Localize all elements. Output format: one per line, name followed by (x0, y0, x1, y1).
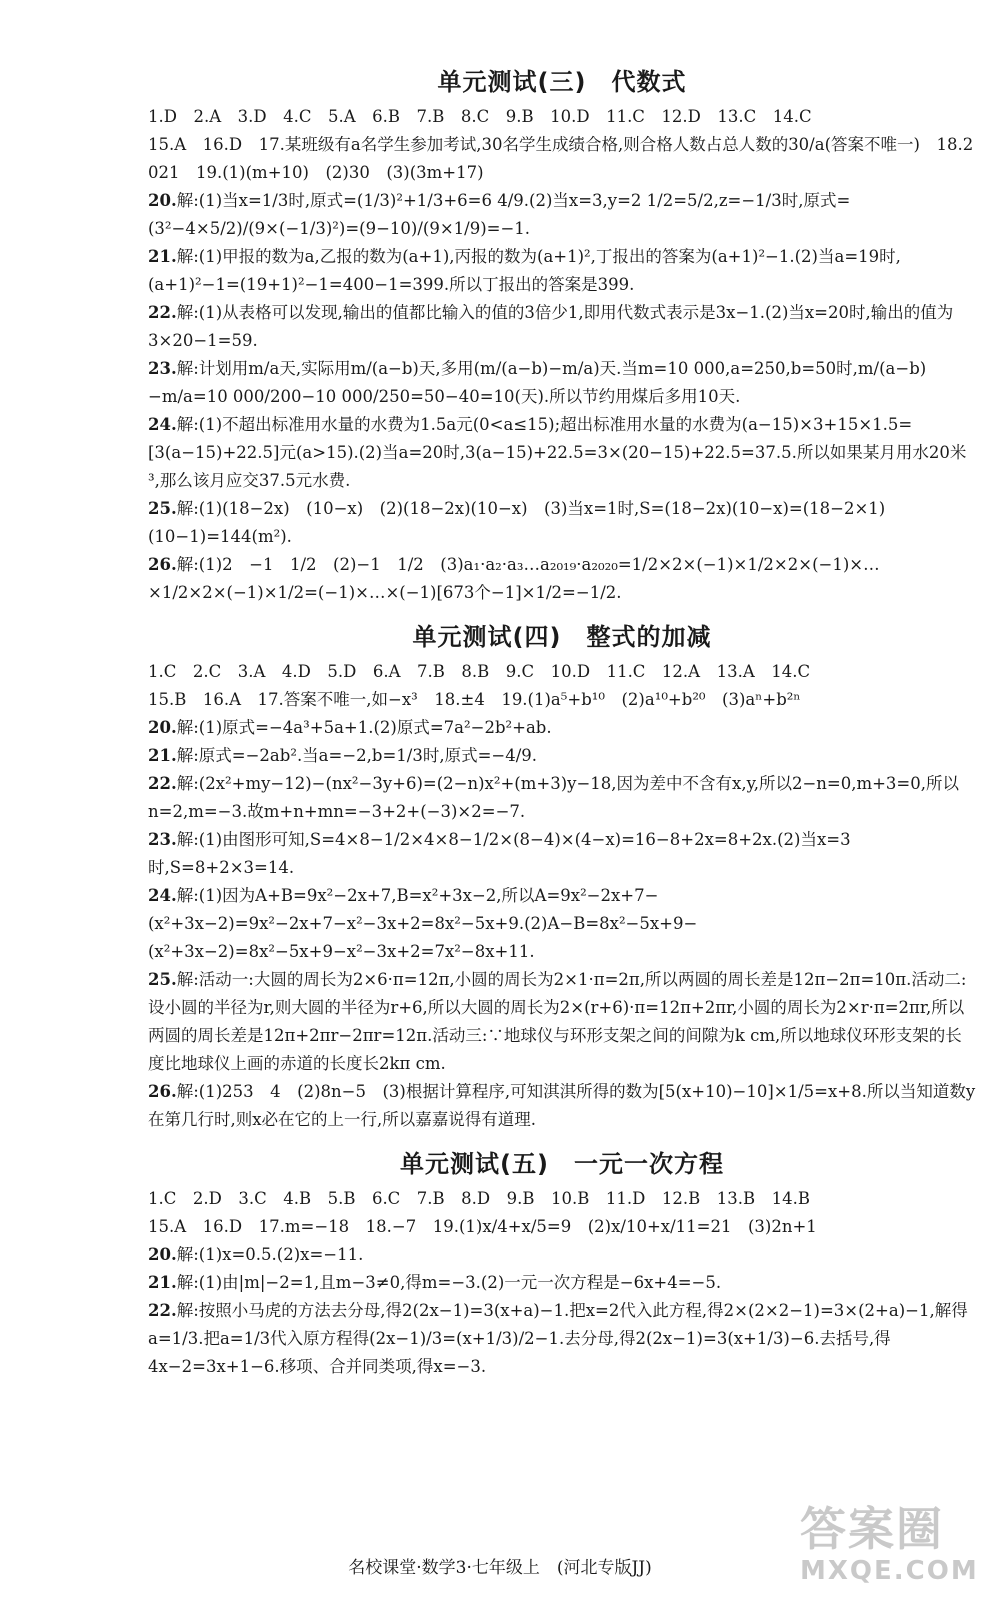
answer-number: 26. (148, 1082, 177, 1101)
answer-number: 23. (148, 359, 177, 378)
answer-number: 25. (148, 499, 177, 518)
page-footer: 名校课堂·数学3·七年级上 (河北专版JJ) (348, 1558, 652, 1578)
section-unit-3 (148, 62, 979, 607)
answer-number: 24. (148, 415, 177, 434)
answer-text: 解:活动一:大圆的周长为2×6·π=12π,小圆的周长为2×1·π=2π,所以两圆的周长差是12π−2π=10π.活动二:设小圆的半径为r,则大圆的半径为r+6,所以大圆的周长为2×(r+6)·π=12π+2πr,小圆的周长为2×r·π=2πr,所以两圆的周长差是12π+2πr−2πr=12π.活动三:∵地球仪与环形支架之间的间隙为k cm,所以地球仪环形支架的长度比地球仪上画的赤道的长度长2kπ cm. (148, 970, 967, 1073)
watermark-logo (800, 1502, 990, 1592)
answer-number: 25. (148, 970, 177, 989)
watermark-url: MXQE.COM (800, 1556, 979, 1586)
answer-number: 21. (148, 746, 177, 765)
section-unit-4 (148, 617, 976, 1134)
watermark-text: 答案圈 (800, 1502, 944, 1556)
answer-item (148, 882, 976, 966)
answer-number: 23. (148, 830, 177, 849)
answer-text: 解:(1)253 4 (2)8n−5 (3)根据计算程序,可知淇淇所得的数为[5(x+10)−10]×1/5=x+8.所以当知道数y在第几行时,则x必在它的上一行,所以嘉嘉说得有道理. (148, 1082, 976, 1129)
answer-item (148, 187, 976, 243)
answer-item (148, 742, 976, 770)
answer-number: 21. (148, 247, 177, 266)
answer-number: 24. (148, 886, 177, 905)
answer-text: 解:按照小马虎的方法去分母,得2(2x−1)=3(x+a)−1.把x=2代入此方程,得2×(2×2−1)=3×(2+a)−1,解得a=1/3.把a=1/3代入原方程得(2x−1)/3=(x+1/3)/2−1.去分母,得2(2x−1)=3(x+1/3)−6.去括号,得4x−2=3x+1−6.移项、合并同类项,得x=−3. (148, 1301, 968, 1376)
answer-item (148, 299, 976, 355)
answer-text: 解:(1)原式=−4a³+5a+1.(2)原式=7a²−2b²+ab. (176, 718, 552, 737)
answer-number: 22. (148, 1301, 177, 1320)
section-title: 单元测试(四) 整式的加减 (412, 623, 712, 651)
answer-item (148, 1241, 976, 1269)
answer-text: 解:(1)不超出标准用水量的水费为1.5a元(0<a≤15);超出标准用水量的水费为(a−15)×3+15×1.5=[3(a−15)+22.5]元(a>15).(2)当a=20时,3(a−15)+22.5=3×(20−15)+22.5=37.5.所以如果某月用水20米³,那么该月应交37.5元水费. (148, 415, 967, 490)
answer-item (148, 243, 976, 299)
answer-text: 解:(2x²+my−12)−(nx²−3y+6)=(2−n)x²+(m+3)y−18,因为差中不含有x,y,所以2−n=0,m+3=0,所以n=2,m=−3.故m+n+mn=−3+2+(−3)×2=−7. (148, 774, 960, 821)
answer-item (148, 551, 976, 607)
answer-number: 21. (148, 1273, 177, 1292)
choice-answers-line: 15.B 16.A 17.答案不唯一,如−x³ 18.±4 19.(1)a⁵+b¹⁰ (2)a¹⁰+b²⁰ (3)aⁿ+b²ⁿ (148, 690, 801, 709)
answer-text: 解:(1)当x=1/3时,原式=(1/3)²+1/3+6=6 4/9.(2)当x=3,y=2 1/2=5/2,z=−1/3时,原式=(3²−4×5/2)/(9×(−1/3)²)=(9−10)/(9×1/9)=−1. (148, 191, 851, 238)
answer-text: 解:(1)x=0.5.(2)x=−11. (176, 1245, 364, 1264)
answer-item (148, 966, 976, 1078)
answer-item (148, 411, 976, 495)
answer-number: 22. (148, 774, 177, 793)
choice-answers-line: 15.A 16.D 17.某班级有a名学生参加考试,30名学生成绩合格,则合格人数占总人数的30/a(答案不唯一) 18.2 021 19.(1)(m+10) (2)30 (3)(3m+17) (148, 135, 979, 182)
section-unit-5 (148, 1144, 976, 1381)
answer-item (148, 1297, 976, 1381)
choice-answers-line: 1.D 2.A 3.D 4.C 5.A 6.B 7.B 8.C 9.B 10.D 11.C 12.D 13.C 14.C (148, 107, 812, 126)
answer-text: 解:(1)由图形可知,S=4×8−1/2×4×8−1/2×(8−4)×(4−x)=16−8+2x=8+2x.(2)当x=3时,S=8+2×3=14. (148, 830, 851, 877)
answer-number: 26. (148, 555, 177, 574)
answer-text: 解:(1)2 −1 1/2 (2)−1 1/2 (3)a₁·a₂·a₃…a₂₀₁₉·a₂₀₂₀=1/2×2×(−1)×1/2×2×(−1)×…×1/2×2×(−1)×1/2=(−1)×…×(−1)[673个−1]×1/2=−1/2. (148, 555, 880, 602)
answer-item (148, 1078, 976, 1134)
answer-item (148, 1269, 976, 1297)
answer-text: 解:(1)因为A+B=9x²−2x+7,B=x²+3x−2,所以A=9x²−2x+7−(x²+3x−2)=9x²−2x+7−x²−3x+2=8x²−5x+9.(2)A−B=8x²−5x+9−(x²+3x−2)=8x²−5x+9−x²−3x+2=7x²−8x+11. (148, 886, 698, 961)
section-title: 单元测试(五) 一元一次方程 (400, 1150, 724, 1178)
answer-text: 解:(1)由|m|−2=1,且m−3≠0,得m=−3.(2)一元一次方程是−6x+4=−5. (176, 1273, 722, 1292)
answer-item (148, 826, 976, 882)
answer-item (148, 495, 976, 551)
section-title: 单元测试(三) 代数式 (437, 68, 687, 96)
answer-text: 解:(1)甲报的数为a,乙报的数为(a+1),丙报的数为(a+1)²,丁报出的答案为(a+1)²−1.(2)当a=19时,(a+1)²−1=(19+1)²−1=400−1=399.所以丁报出的答案是399. (148, 247, 901, 294)
answer-number: 22. (148, 303, 177, 322)
answer-number: 20. (148, 1245, 177, 1264)
answer-text: 解:原式=−2ab².当a=−2,b=1/3时,原式=−4/9. (176, 746, 538, 765)
answer-item (148, 355, 976, 411)
answer-text: 解:(1)(18−2x) (10−x) (2)(18−2x)(10−x) (3)当x=1时,S=(18−2x)(10−x)=(18−2×1)(10−1)=144(m²). (148, 499, 886, 546)
answer-text: 解:计划用m/a天,实际用m/(a−b)天,多用(m/(a−b)−m/a)天.当m=10 000,a=250,b=50时,m/(a−b)−m/a=10 000/200−10 000/250=50−40=10(天).所以节约用煤后多用10天. (148, 359, 927, 406)
answer-number: 20. (148, 718, 177, 737)
answer-item (148, 770, 976, 826)
answer-text: 解:(1)从表格可以发现,输出的值都比输入的值的3倍少1,即用代数式表示是3x−1.(2)当x=20时,输出的值为3×20−1=59. (148, 303, 954, 350)
choice-answers-line: 15.A 16.D 17.m=−18 18.−7 19.(1)x/4+x/5=9 (2)x/10+x/11=21 (3)2n+1 (148, 1217, 817, 1236)
answer-number: 20. (148, 191, 177, 210)
choice-answers-line: 1.C 2.D 3.C 4.B 5.B 6.C 7.B 8.D 9.B 10.B 11.D 12.B 13.B 14.B (148, 1189, 810, 1208)
choice-answers-line: 1.C 2.C 3.A 4.D 5.D 6.A 7.B 8.B 9.C 10.D 11.C 12.A 13.A 14.C (148, 662, 811, 681)
answer-item (148, 714, 976, 742)
